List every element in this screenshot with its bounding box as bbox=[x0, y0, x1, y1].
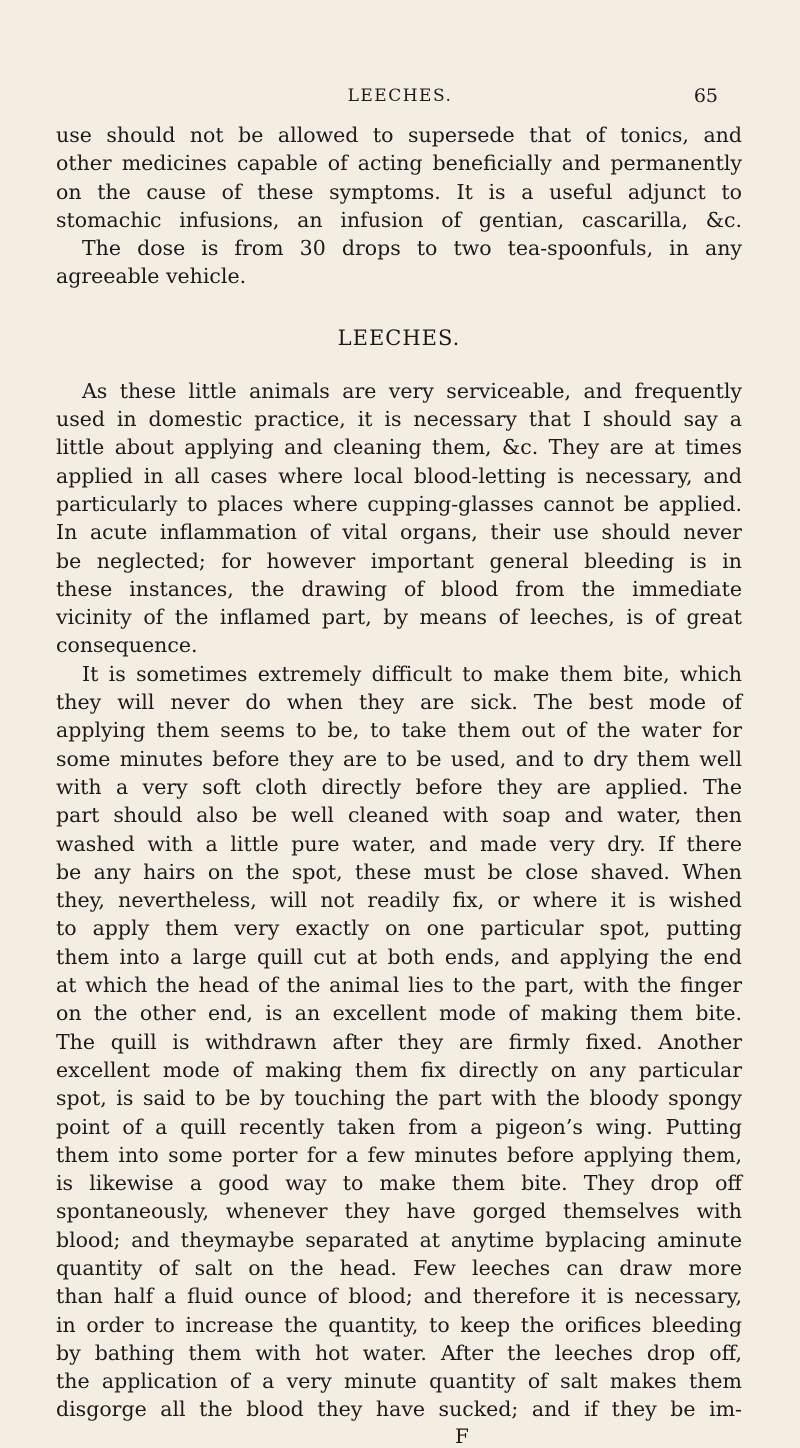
text-line: quantity of salt on the head. Few leeches can draw more bbox=[56, 1255, 742, 1280]
text-line: they will never do when they are sick. The best mode of bbox=[56, 690, 742, 715]
text-line: these instances, the drawing of blood from the immediate bbox=[56, 576, 742, 601]
text-line: in order to increase the quantity, to keep the orifices bleeding bbox=[56, 1312, 742, 1337]
text-line: As these little animals are very serviceable, and frequently bbox=[82, 378, 742, 403]
body-text bbox=[56, 121, 742, 1448]
text-line: The dose is from 30 drops to two tea-spoonfuls, in any bbox=[82, 236, 742, 261]
paragraph-leeches-intro bbox=[56, 377, 742, 660]
text-line: used in domestic practice, it is necessary that I should say a bbox=[56, 407, 742, 432]
running-title: LEECHES. bbox=[347, 86, 453, 106]
page-number: 65 bbox=[693, 85, 718, 107]
text-line: washed with a little pure water, and made very dry. If there bbox=[56, 831, 742, 856]
text-line: to apply them very exactly on one particular spot, putting bbox=[56, 916, 742, 941]
text-line: excellent mode of making them fix directly on any particular bbox=[56, 1057, 742, 1082]
text-line: they, nevertheless, will not readily fix, or where it is wished bbox=[56, 888, 742, 913]
text-line: It is sometimes extremely difficult to make them bite, which bbox=[82, 661, 742, 686]
text-line: be neglected; for however important general bleeding is in bbox=[56, 548, 742, 573]
text-line: on the other end, is an excellent mode of making them bite. bbox=[56, 1001, 742, 1026]
text-line: use should not be allowed to supersede that of tonics, and bbox=[56, 123, 742, 147]
text-line: point of a quill recently taken from a pigeon’s wing. Putting bbox=[56, 1114, 742, 1139]
paragraph-leeches-biting bbox=[56, 660, 742, 1424]
text-line: on the cause of these symptoms. It is a useful adjunct to bbox=[56, 179, 742, 204]
text-line: The quill is withdrawn after they are firmly fixed. Another bbox=[56, 1029, 742, 1054]
text-line: little about applying and cleaning them, &c. They are at times bbox=[56, 435, 742, 460]
text-line: blood; and theymaybe separated at anytime byplacing aminute bbox=[56, 1227, 742, 1252]
text-line: spontaneously, whenever they have gorged themselves with bbox=[56, 1199, 742, 1224]
text-line: at which the head of the animal lies to the part, with the finger bbox=[56, 973, 742, 998]
text-line: with a very soft cloth directly before they are applied. The bbox=[56, 774, 742, 799]
signature-mark: F bbox=[455, 1423, 469, 1448]
text-line: than half a fluid ounce of blood; and therefore it is necessary, bbox=[56, 1284, 742, 1309]
paragraph-tonic-continued bbox=[56, 121, 742, 291]
text-line: be any hairs on the spot, these must be close shaved. When bbox=[56, 859, 742, 884]
text-line: some minutes before they are to be used, and to dry them well bbox=[56, 746, 742, 771]
text-line: the application of a very minute quantity of salt makes them bbox=[56, 1369, 742, 1394]
text-line: vicinity of the inflamed part, by means of leeches, is of great bbox=[56, 605, 742, 630]
text-line: them into some porter for a few minutes before applying them, bbox=[56, 1142, 742, 1167]
text-line: them into a large quill cut at both ends, and applying the end bbox=[56, 944, 742, 969]
text-line: by bathing them with hot water. After the leeches drop off, bbox=[56, 1340, 742, 1365]
section-heading: LEECHES. bbox=[337, 325, 461, 350]
text-line: particularly to places where cupping-glasses cannot be applied. bbox=[56, 491, 742, 516]
text-line: applying them seems to be, to take them out of the water for bbox=[56, 718, 742, 743]
text-line: disgorge all the blood they have sucked; and if they be im- bbox=[56, 1397, 742, 1422]
text-line: is likewise a good way to make them bite. They drop off bbox=[56, 1171, 742, 1196]
text-line: applied in all cases where local blood-letting is necessary, and bbox=[56, 463, 742, 488]
text-line: stomachic infusions, an infusion of gentian, cascarilla, &c. bbox=[56, 207, 742, 232]
text-line: other medicines capable of acting beneficially and permanently bbox=[56, 151, 742, 176]
text-line: In acute inflammation of vital organs, their use should never bbox=[56, 520, 742, 545]
running-head bbox=[0, 86, 800, 116]
text-line: spot, is said to be by touching the part with the bloody spongy bbox=[56, 1086, 742, 1111]
text-line: agreeable vehicle. bbox=[56, 264, 247, 289]
text-line: consequence. bbox=[56, 633, 198, 658]
text-line: part should also be well cleaned with soap and water, then bbox=[56, 803, 742, 828]
